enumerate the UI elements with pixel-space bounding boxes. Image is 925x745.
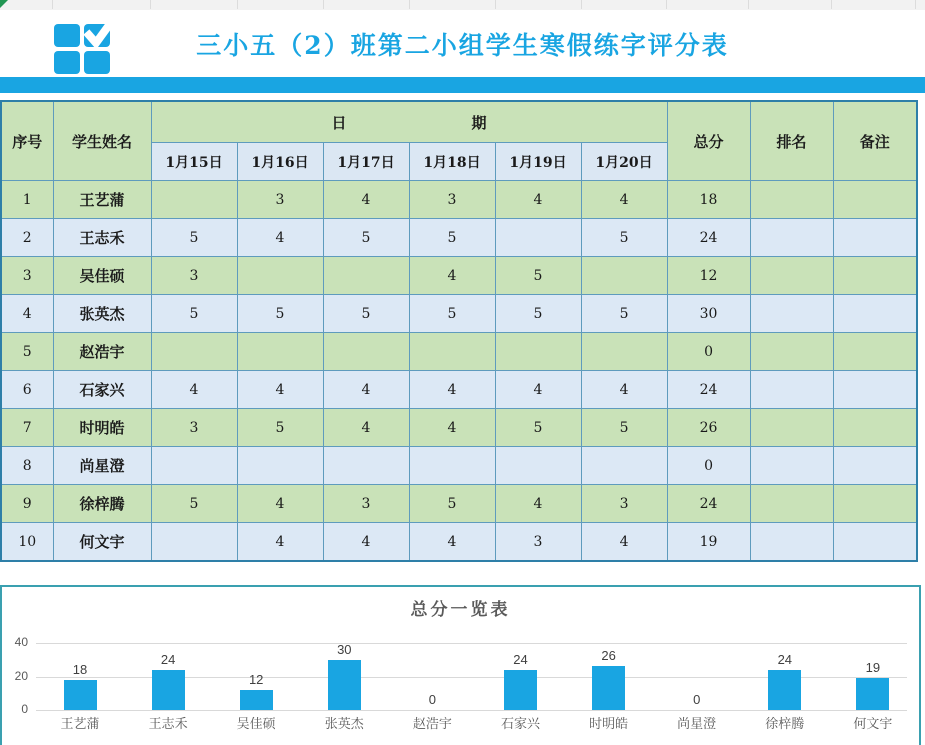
score-cell[interactable]: 3 xyxy=(323,485,409,523)
rank-cell[interactable] xyxy=(750,257,833,295)
x-axis-category-label: 吴佳硕 xyxy=(236,716,276,731)
score-cell[interactable]: 4 xyxy=(409,409,495,447)
date-column-header[interactable]: 1月20日 xyxy=(581,143,667,181)
chart-bar[interactable] xyxy=(592,666,625,710)
bar-value-label: 24 xyxy=(777,651,793,667)
chart-gridline xyxy=(36,710,907,711)
table-row xyxy=(1,219,917,257)
col-header-date-group[interactable] xyxy=(151,101,667,143)
score-cell[interactable]: 3 xyxy=(151,409,237,447)
total-cell[interactable]: 24 xyxy=(667,219,750,257)
x-axis-category-label: 石家兴 xyxy=(500,716,540,731)
score-cell[interactable]: 5 xyxy=(323,295,409,333)
rank-cell[interactable] xyxy=(750,219,833,257)
score-cell[interactable]: 4 xyxy=(495,371,581,409)
score-cell[interactable] xyxy=(151,523,237,562)
score-cell[interactable]: 5 xyxy=(581,219,667,257)
student-name-cell[interactable]: 王志禾 xyxy=(53,219,151,257)
score-cell[interactable]: 4 xyxy=(323,371,409,409)
note-cell[interactable] xyxy=(833,371,917,409)
note-cell[interactable] xyxy=(833,333,917,371)
chart-bar[interactable] xyxy=(856,678,889,710)
y-axis-tick-label: 40 xyxy=(14,635,28,649)
grid-column-line xyxy=(915,0,916,9)
y-axis-tick-label: 0 xyxy=(21,702,28,716)
score-cell[interactable] xyxy=(409,447,495,485)
note-cell[interactable] xyxy=(833,295,917,333)
date-column-header[interactable]: 1月15日 xyxy=(151,143,237,181)
score-cell[interactable]: 5 xyxy=(495,295,581,333)
x-axis-category-label: 尚星澄 xyxy=(677,716,717,731)
seq-cell[interactable]: 5 xyxy=(1,333,53,371)
score-cell[interactable]: 3 xyxy=(409,181,495,219)
score-cell[interactable]: 5 xyxy=(495,257,581,295)
total-cell[interactable]: 0 xyxy=(667,447,750,485)
score-cell[interactable]: 5 xyxy=(495,409,581,447)
score-cell[interactable]: 5 xyxy=(409,295,495,333)
score-cell[interactable]: 5 xyxy=(581,295,667,333)
date-group-label-left: 日 xyxy=(331,113,347,132)
score-cell[interactable]: 4 xyxy=(237,485,323,523)
grid-column-line xyxy=(831,0,832,9)
x-axis-category-label: 时明皓 xyxy=(589,716,629,731)
seq-cell[interactable]: 7 xyxy=(1,409,53,447)
total-cell[interactable]: 12 xyxy=(667,257,750,295)
score-cell[interactable] xyxy=(237,333,323,371)
total-cell[interactable]: 19 xyxy=(667,523,750,562)
grid-column-line xyxy=(52,0,53,9)
student-name-cell[interactable]: 石家兴 xyxy=(53,371,151,409)
table-row xyxy=(1,485,917,523)
col-header-note[interactable]: 备注 xyxy=(833,101,917,181)
col-header-total[interactable]: 总分 xyxy=(667,101,750,181)
score-cell[interactable]: 4 xyxy=(409,257,495,295)
score-cell[interactable] xyxy=(323,257,409,295)
score-cell[interactable]: 5 xyxy=(151,219,237,257)
score-cell[interactable] xyxy=(237,257,323,295)
rank-cell[interactable] xyxy=(750,333,833,371)
bar-value-label: 12 xyxy=(248,671,264,687)
date-column-header[interactable]: 1月18日 xyxy=(409,143,495,181)
chart-title: 总分一览表 xyxy=(410,600,511,619)
accent-bar xyxy=(0,77,925,93)
student-name-cell[interactable]: 尚星澄 xyxy=(53,447,151,485)
score-cell[interactable]: 5 xyxy=(323,219,409,257)
score-cell[interactable] xyxy=(495,333,581,371)
rank-cell[interactable] xyxy=(750,181,833,219)
total-cell[interactable]: 30 xyxy=(667,295,750,333)
score-cell[interactable] xyxy=(151,181,237,219)
score-cell[interactable]: 4 xyxy=(581,523,667,562)
cell-flag-triangle-icon xyxy=(0,0,8,8)
grid-column-line xyxy=(495,0,496,9)
seq-cell[interactable]: 3 xyxy=(1,257,53,295)
score-cell[interactable]: 5 xyxy=(409,219,495,257)
score-cell[interactable]: 4 xyxy=(495,181,581,219)
date-column-header[interactable]: 1月17日 xyxy=(323,143,409,181)
x-axis-category-label: 张英杰 xyxy=(324,716,364,731)
score-table xyxy=(0,100,918,562)
seq-cell[interactable]: 9 xyxy=(1,485,53,523)
rank-cell[interactable] xyxy=(750,371,833,409)
score-cell[interactable] xyxy=(495,447,581,485)
chart-bar[interactable] xyxy=(504,670,537,710)
student-name-cell[interactable]: 张英杰 xyxy=(53,295,151,333)
student-name-cell[interactable]: 吴佳硕 xyxy=(53,257,151,295)
table-row xyxy=(1,409,917,447)
bar-value-label: 0 xyxy=(693,692,701,707)
score-cell[interactable] xyxy=(581,447,667,485)
score-cell[interactable] xyxy=(323,447,409,485)
x-axis-category-label: 赵浩宇 xyxy=(412,716,452,731)
x-axis-category-label: 何文宇 xyxy=(853,716,893,731)
note-cell[interactable] xyxy=(833,257,917,295)
table-row xyxy=(1,181,917,219)
bar-value-label: 24 xyxy=(160,651,176,667)
bar-value-label: 30 xyxy=(337,641,352,657)
table-row xyxy=(1,523,917,562)
score-cell[interactable]: 3 xyxy=(581,485,667,523)
grid-column-line xyxy=(409,0,410,9)
chart-bar[interactable] xyxy=(328,660,361,710)
grid-column-line xyxy=(748,0,749,9)
score-cell[interactable]: 5 xyxy=(151,295,237,333)
chart-plot-area xyxy=(2,587,919,743)
score-cell[interactable]: 3 xyxy=(237,181,323,219)
rank-cell[interactable] xyxy=(750,485,833,523)
date-group-label-right: 期 xyxy=(471,113,487,132)
student-name-cell[interactable]: 王艺蒲 xyxy=(53,181,151,219)
score-cell[interactable]: 5 xyxy=(581,409,667,447)
score-cell[interactable] xyxy=(581,333,667,371)
title-band xyxy=(0,10,925,77)
page-title: 三小五（2）班第二小组学生寒假练字评分表 xyxy=(196,31,729,60)
seq-cell[interactable]: 10 xyxy=(1,523,53,562)
seq-cell[interactable]: 8 xyxy=(1,447,53,485)
student-name-cell[interactable]: 何文宇 xyxy=(53,523,151,562)
bar-value-label: 24 xyxy=(513,651,528,667)
total-cell[interactable]: 18 xyxy=(667,181,750,219)
score-cell[interactable]: 5 xyxy=(151,485,237,523)
rank-cell[interactable] xyxy=(750,295,833,333)
bar-value-label: 18 xyxy=(72,661,88,677)
bar-value-label: 19 xyxy=(865,660,881,676)
chart-bar[interactable] xyxy=(152,670,185,710)
score-cell[interactable]: 4 xyxy=(323,181,409,219)
score-cell[interactable]: 4 xyxy=(237,371,323,409)
chart-bar[interactable] xyxy=(64,680,97,710)
score-cell[interactable]: 5 xyxy=(409,485,495,523)
score-cell[interactable]: 4 xyxy=(581,181,667,219)
date-column-header[interactable]: 1月19日 xyxy=(495,143,581,181)
note-cell[interactable] xyxy=(833,409,917,447)
x-axis-category-label: 王艺蒲 xyxy=(60,716,100,731)
grid-column-line xyxy=(666,0,667,9)
note-cell[interactable] xyxy=(833,219,917,257)
score-cell[interactable]: 4 xyxy=(237,523,323,562)
score-cell[interactable]: 4 xyxy=(581,371,667,409)
total-cell[interactable]: 24 xyxy=(667,371,750,409)
student-name-cell[interactable]: 时明皓 xyxy=(53,409,151,447)
rank-cell[interactable] xyxy=(750,447,833,485)
x-axis-category-label: 徐梓腾 xyxy=(765,716,805,731)
score-cell[interactable] xyxy=(581,257,667,295)
score-cell[interactable]: 3 xyxy=(151,257,237,295)
score-cell[interactable]: 4 xyxy=(409,371,495,409)
col-header-rank[interactable]: 排名 xyxy=(750,101,833,181)
chart-bar[interactable] xyxy=(240,690,273,710)
note-cell[interactable] xyxy=(833,485,917,523)
grid-column-line xyxy=(323,0,324,9)
chart-gridline xyxy=(36,643,907,644)
col-header-seq[interactable]: 序号 xyxy=(1,101,53,181)
rank-cell[interactable] xyxy=(750,523,833,562)
y-axis-tick-label: 20 xyxy=(14,668,28,683)
score-cell[interactable]: 4 xyxy=(151,371,237,409)
table-row xyxy=(1,295,917,333)
grid-column-line xyxy=(581,0,582,9)
table-row xyxy=(1,371,917,409)
total-score-chart[interactable] xyxy=(0,585,921,745)
bar-value-label: 26 xyxy=(601,648,616,664)
score-cell[interactable]: 5 xyxy=(237,295,323,333)
score-cell[interactable]: 3 xyxy=(495,523,581,562)
col-header-name[interactable]: 学生姓名 xyxy=(53,101,151,181)
note-cell[interactable] xyxy=(833,523,917,562)
rank-cell[interactable] xyxy=(750,409,833,447)
score-cell[interactable] xyxy=(151,447,237,485)
bar-value-label: 0 xyxy=(428,692,436,707)
total-cell[interactable]: 0 xyxy=(667,333,750,371)
score-cell[interactable] xyxy=(151,333,237,371)
student-name-cell[interactable]: 赵浩宇 xyxy=(53,333,151,371)
total-cell[interactable]: 24 xyxy=(667,485,750,523)
score-cell[interactable]: 4 xyxy=(409,523,495,562)
date-column-header[interactable]: 1月16日 xyxy=(237,143,323,181)
score-cell[interactable]: 4 xyxy=(495,485,581,523)
score-cell[interactable]: 4 xyxy=(323,523,409,562)
table-row xyxy=(1,257,917,295)
seq-cell[interactable]: 6 xyxy=(1,371,53,409)
score-cell[interactable] xyxy=(237,447,323,485)
grid-column-line xyxy=(150,0,151,9)
seq-cell[interactable]: 2 xyxy=(1,219,53,257)
score-cell[interactable]: 5 xyxy=(237,409,323,447)
score-cell[interactable] xyxy=(323,333,409,371)
note-cell[interactable] xyxy=(833,447,917,485)
score-cell[interactable]: 4 xyxy=(237,219,323,257)
score-cell[interactable] xyxy=(409,333,495,371)
seq-cell[interactable]: 4 xyxy=(1,295,53,333)
table-row xyxy=(1,333,917,371)
total-cell[interactable]: 26 xyxy=(667,409,750,447)
score-cell[interactable] xyxy=(495,219,581,257)
x-axis-category-label: 王志禾 xyxy=(148,716,188,731)
seq-cell[interactable]: 1 xyxy=(1,181,53,219)
note-cell[interactable] xyxy=(833,181,917,219)
grid-column-line xyxy=(237,0,238,9)
table-row xyxy=(1,447,917,485)
chart-bar[interactable] xyxy=(768,670,801,710)
student-name-cell[interactable]: 徐梓腾 xyxy=(53,485,151,523)
score-cell[interactable]: 4 xyxy=(323,409,409,447)
